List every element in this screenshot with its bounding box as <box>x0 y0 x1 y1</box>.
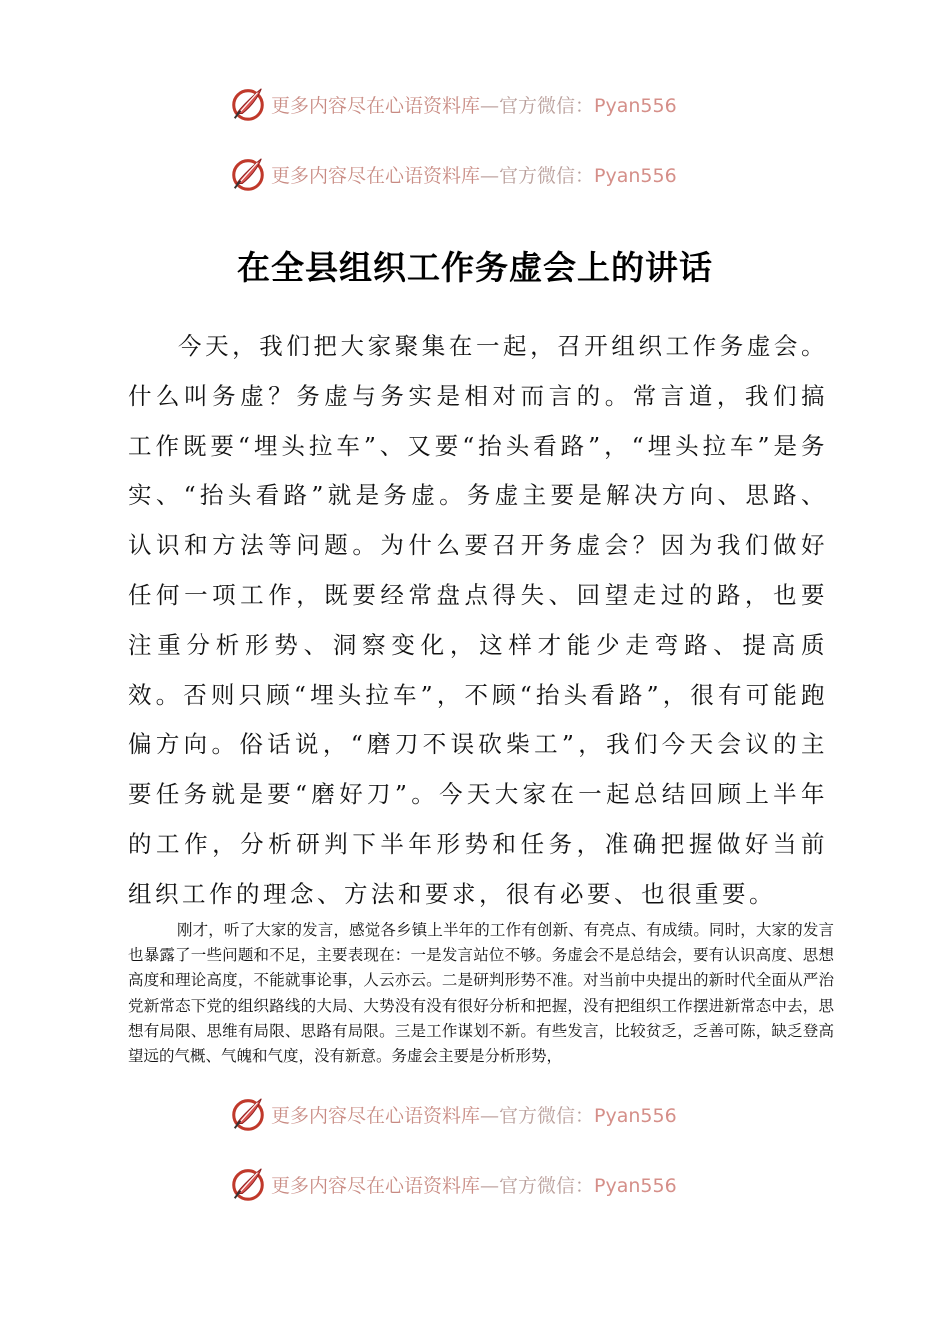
watermark-main-text: 更多内容尽在心语资料库 <box>271 94 481 117</box>
quill-pen-logo-icon <box>229 155 267 193</box>
watermark-wechat-id: Pyan556 <box>594 1174 677 1197</box>
quill-pen-logo-icon <box>229 1095 267 1133</box>
watermark-separator: — <box>480 164 500 187</box>
watermark-official-label: 官方微信： <box>499 164 595 187</box>
watermark-separator: — <box>480 1104 500 1127</box>
watermark-main-text: 更多内容尽在心语资料库 <box>271 1104 481 1127</box>
watermark-text <box>271 1101 677 1128</box>
body-paragraph-1: 今天，我们把大家聚集在一起，召开组织工作务虚会。什么叫务虚？务虚与务实是相对而言的。常言道，我们搞工作既要“埋头拉车”、又要“抬头看路”，“埋头拉车”是务实、“抬头看路”就是务虚。务虚主要是解决方向、思路、认识和方法等问题。为什么要召开务虚会？因为我们做好任何一项工作，既要经常盘点得失、回望走过的路，也要注重分析形势、洞察变化，这样才能少走弯路、提高质效。否则只顾“埋头拉车”，不顾“抬头看路”，很有可能跑偏方向。俗话说，“磨刀不误砍柴工”，我们今天会议的主要任务就是要“磨好刀”。今天大家在一起总结回顾上半年的工作，分析研判下半年形势和任务，准确把握做好当前组织工作的理念、方法和要求，很有必要、也很重要。 <box>128 332 828 908</box>
watermark-text <box>271 1171 677 1198</box>
watermark-wechat-id: Pyan556 <box>594 1104 677 1127</box>
watermark-banner <box>229 1164 729 1204</box>
watermark-separator: — <box>480 94 500 117</box>
watermark-separator: — <box>480 1174 500 1197</box>
body-paragraph-2: 刚才，听了大家的发言，感觉各乡镇上半年的工作有创新、有亮点、有成绩。同时，大家的发言也暴露了一些问题和不足，主要表现在：一是发言站位不够。务虚会不是总结会，要有认识高度、思想高度和理论高度，不能就事论事，人云亦云。二是研判形势不准。对当前中央提出的新时代全面从严治党新常态下党的组织路线的大局、大势没有没有很好分析和把握，没有把组织工作摆进新常态中去，思想有局限、思维有局限、思路有局限。三是工作谋划不新。有些发言，比较贫乏，乏善可陈，缺乏登高望远的气概、气魄和气度，没有新意。务虚会主要是分析形势， <box>128 921 834 1066</box>
watermark-banner <box>229 84 729 124</box>
watermark-official-label: 官方微信： <box>499 1104 595 1127</box>
watermark-banner <box>229 154 729 194</box>
quill-pen-logo-icon <box>229 1165 267 1203</box>
watermark-wechat-id: Pyan556 <box>594 164 677 187</box>
watermark-text <box>271 161 677 188</box>
watermark-text <box>271 91 677 118</box>
watermark-banner <box>229 1094 729 1134</box>
document-title: 在全县组织工作务虚会上的讲话 <box>237 248 713 287</box>
watermark-official-label: 官方微信： <box>499 94 595 117</box>
watermark-main-text: 更多内容尽在心语资料库 <box>271 164 481 187</box>
watermark-official-label: 官方微信： <box>499 1174 595 1197</box>
watermark-wechat-id: Pyan556 <box>594 94 677 117</box>
watermark-main-text: 更多内容尽在心语资料库 <box>271 1174 481 1197</box>
quill-pen-logo-icon <box>229 85 267 123</box>
